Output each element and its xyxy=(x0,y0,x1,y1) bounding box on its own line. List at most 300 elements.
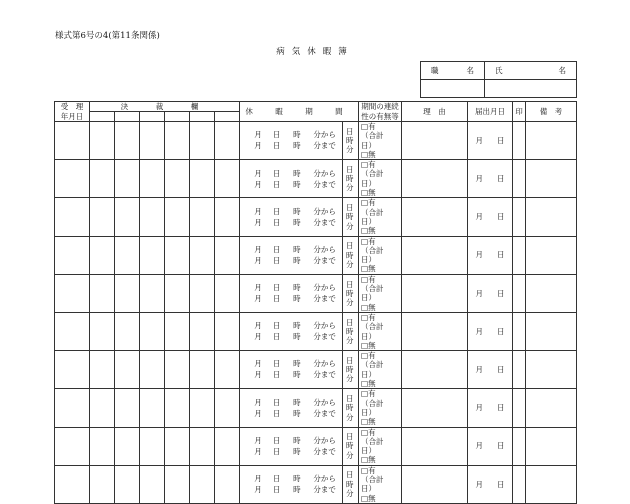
leave-duration-cell[interactable] xyxy=(343,465,359,503)
leave-period-cell[interactable] xyxy=(240,122,343,160)
period-unit-text: 日 xyxy=(272,359,281,369)
approval-seal-cell[interactable] xyxy=(115,198,140,236)
receipt-date-cell[interactable] xyxy=(55,351,90,389)
approval-seal-cell[interactable] xyxy=(190,236,215,274)
approval-seal-cell[interactable] xyxy=(90,312,115,350)
hour-unit: 時 xyxy=(346,365,354,375)
period-unit-text: 時 xyxy=(293,283,301,293)
approval-seal-cell[interactable] xyxy=(165,198,190,236)
receipt-date-cell[interactable] xyxy=(55,160,90,198)
period-unit-text: 日 xyxy=(272,332,281,342)
remarks-cell[interactable] xyxy=(526,389,577,427)
approval-seal-cell[interactable] xyxy=(90,274,115,312)
period-unit-text: 日 xyxy=(272,474,281,484)
approval-seal-cell[interactable] xyxy=(90,198,115,236)
approval-seal-cell[interactable] xyxy=(190,465,215,503)
day-unit: 日 xyxy=(497,364,505,374)
continuity-total-days: （合計 日） xyxy=(361,360,391,379)
period-unit-text: 日 xyxy=(272,244,281,254)
approval-slot xyxy=(165,112,190,122)
reason-cell[interactable] xyxy=(402,465,468,503)
leave-record-row xyxy=(55,312,577,350)
approval-slot xyxy=(215,112,240,122)
day-unit: 日 xyxy=(346,470,354,480)
continuity-yes-checkbox[interactable]: □有 xyxy=(361,389,376,399)
period-unit-text: 分から xyxy=(313,283,336,293)
approval-seal-cell[interactable] xyxy=(190,351,215,389)
period-unit-text: 時 xyxy=(293,244,301,254)
minute-unit: 分 xyxy=(346,412,354,422)
month-unit: 月 xyxy=(475,212,483,222)
remarks-cell[interactable] xyxy=(526,427,577,465)
period-unit-text: 月 xyxy=(254,485,262,495)
reason-cell[interactable] xyxy=(402,274,468,312)
approval-seal-cell[interactable] xyxy=(140,389,165,427)
reason-cell[interactable] xyxy=(402,122,468,160)
period-unit-text: 時 xyxy=(293,359,301,369)
receipt-date-cell[interactable] xyxy=(55,312,90,350)
submit-date-header: 届出月日 xyxy=(468,102,513,122)
leave-period-cell[interactable] xyxy=(240,236,343,274)
period-unit-text: 月 xyxy=(254,370,262,380)
day-unit: 日 xyxy=(497,479,505,489)
seal-cell[interactable] xyxy=(513,160,526,198)
approval-seal-cell[interactable] xyxy=(165,122,190,160)
approval-seal-cell[interactable] xyxy=(165,160,190,198)
approval-seal-cell[interactable] xyxy=(190,160,215,198)
continuity-no-checkbox[interactable]: □無 xyxy=(361,455,376,465)
reason-cell[interactable] xyxy=(402,427,468,465)
approval-seal-cell[interactable] xyxy=(190,427,215,465)
approval-seal-cell[interactable] xyxy=(90,427,115,465)
leave-record-row xyxy=(55,351,577,389)
continuity-no-checkbox[interactable]: □無 xyxy=(361,417,376,427)
approval-header: 決 裁 欄 xyxy=(90,102,240,112)
period-unit-text: 日 xyxy=(272,217,281,227)
approval-seal-cell[interactable] xyxy=(115,389,140,427)
continuity-total-days: （合計 日） xyxy=(361,436,391,456)
remarks-cell[interactable] xyxy=(526,236,577,274)
approval-seal-cell[interactable] xyxy=(90,389,115,427)
leave-period-cell[interactable] xyxy=(240,427,343,465)
continuity-total-days: （合計 日） xyxy=(361,284,391,303)
period-unit-text: 時 xyxy=(293,141,301,151)
submit-date-cell[interactable] xyxy=(468,427,513,465)
continuity-cell[interactable] xyxy=(359,198,402,236)
day-unit: 日 xyxy=(346,164,354,174)
leave-period-cell[interactable] xyxy=(240,351,343,389)
period-unit-text: 月 xyxy=(254,255,262,265)
approval-seal-cell[interactable] xyxy=(215,351,240,389)
approval-seal-cell[interactable] xyxy=(115,160,140,198)
submit-date-cell[interactable] xyxy=(468,465,513,503)
day-unit: 日 xyxy=(497,135,505,145)
continuity-yes-checkbox[interactable]: □有 xyxy=(361,465,376,475)
seal-cell[interactable] xyxy=(513,236,526,274)
seal-cell[interactable] xyxy=(513,312,526,350)
reason-header: 理 由 xyxy=(402,102,468,122)
continuity-cell[interactable] xyxy=(359,274,402,312)
period-unit-text: 時 xyxy=(293,255,301,265)
leave-period-cell[interactable] xyxy=(240,274,343,312)
leave-period-cell[interactable] xyxy=(240,198,343,236)
minute-unit: 分 xyxy=(346,488,354,498)
approval-seal-cell[interactable] xyxy=(165,427,190,465)
period-unit-text: 分まで xyxy=(313,217,336,227)
submit-date-cell[interactable] xyxy=(468,198,513,236)
period-unit-text: 月 xyxy=(254,179,262,189)
receipt-date-cell[interactable] xyxy=(55,427,90,465)
leave-period-cell[interactable] xyxy=(240,160,343,198)
continuity-yes-checkbox[interactable]: □有 xyxy=(361,274,376,284)
continuity-cell[interactable] xyxy=(359,389,402,427)
approval-seal-cell[interactable] xyxy=(165,351,190,389)
continuity-no-checkbox[interactable]: □無 xyxy=(361,149,376,159)
approval-seal-cell[interactable] xyxy=(190,198,215,236)
reason-cell[interactable] xyxy=(402,351,468,389)
reason-cell[interactable] xyxy=(402,160,468,198)
seal-cell[interactable] xyxy=(513,389,526,427)
continuity-cell[interactable] xyxy=(359,351,402,389)
approval-seal-cell[interactable] xyxy=(140,236,165,274)
period-unit-text: 時 xyxy=(293,217,301,227)
leave-register-table xyxy=(54,101,577,504)
approval-seal-cell[interactable] xyxy=(165,389,190,427)
hour-unit: 時 xyxy=(346,288,354,298)
remarks-cell[interactable] xyxy=(526,160,577,198)
period-unit-text: 分から xyxy=(313,168,336,178)
period-unit-text: 日 xyxy=(272,179,281,189)
day-unit: 日 xyxy=(346,241,354,251)
hour-unit: 時 xyxy=(346,479,354,489)
period-unit-text: 日 xyxy=(272,130,281,140)
leave-duration-cell[interactable] xyxy=(343,427,359,465)
approval-seal-cell[interactable] xyxy=(190,389,215,427)
period-unit-text: 時 xyxy=(293,370,301,380)
approval-seal-cell[interactable] xyxy=(115,312,140,350)
period-unit-text: 月 xyxy=(254,168,262,178)
continuity-yes-checkbox[interactable]: □有 xyxy=(361,351,376,361)
period-unit-text: 月 xyxy=(254,283,262,293)
remarks-cell[interactable] xyxy=(526,351,577,389)
leave-period-header: 休 暇 期 間 xyxy=(240,102,359,122)
continuity-total-days: （合計 日） xyxy=(361,322,391,341)
period-unit-text: 日 xyxy=(272,408,281,418)
day-unit: 日 xyxy=(497,250,505,260)
day-unit: 日 xyxy=(346,355,354,365)
approval-seal-cell[interactable] xyxy=(165,312,190,350)
period-unit-text: 月 xyxy=(254,474,262,484)
approval-seal-cell[interactable] xyxy=(115,274,140,312)
period-unit-text: 分まで xyxy=(313,408,336,418)
seal-cell[interactable] xyxy=(513,198,526,236)
name-field[interactable] xyxy=(485,80,577,98)
approval-seal-cell[interactable] xyxy=(215,312,240,350)
month-unit: 月 xyxy=(475,135,483,145)
period-unit-text: 時 xyxy=(293,168,301,178)
period-unit-text: 月 xyxy=(254,130,262,140)
period-unit-text: 時 xyxy=(293,130,301,140)
continuity-yes-checkbox[interactable]: □有 xyxy=(361,427,376,437)
continuity-no-checkbox[interactable]: □無 xyxy=(361,302,376,312)
continuity-yes-checkbox[interactable]: □有 xyxy=(361,312,376,322)
leave-duration-cell[interactable] xyxy=(343,351,359,389)
leave-record-row xyxy=(55,427,577,465)
approval-seal-cell[interactable] xyxy=(90,236,115,274)
leave-record-row xyxy=(55,465,577,503)
minute-unit: 分 xyxy=(346,374,354,384)
continuity-total-days: （合計 日） xyxy=(361,131,391,150)
submit-date-cell[interactable] xyxy=(468,160,513,198)
period-unit-text: 時 xyxy=(293,485,301,495)
leave-record-row xyxy=(55,236,577,274)
approval-slot xyxy=(140,112,165,122)
day-unit: 日 xyxy=(346,432,354,442)
remarks-cell[interactable] xyxy=(526,198,577,236)
minute-unit: 分 xyxy=(346,336,354,346)
approval-seal-cell[interactable] xyxy=(90,122,115,160)
page-title: 病気休暇簿 xyxy=(276,47,354,57)
receipt-date-cell[interactable] xyxy=(55,274,90,312)
continuity-no-checkbox[interactable]: □無 xyxy=(361,226,376,236)
approval-seal-cell[interactable] xyxy=(140,274,165,312)
continuity-no-checkbox[interactable]: □無 xyxy=(361,188,376,198)
continuity-no-checkbox[interactable]: □無 xyxy=(361,493,376,503)
period-unit-text: 分から xyxy=(313,321,336,331)
minute-unit: 分 xyxy=(346,145,354,155)
period-unit-text: 分まで xyxy=(313,141,336,151)
approval-seal-cell[interactable] xyxy=(115,351,140,389)
seal-cell[interactable] xyxy=(513,274,526,312)
job-name-box xyxy=(420,61,577,98)
submit-date-cell[interactable] xyxy=(468,236,513,274)
period-unit-text: 分から xyxy=(313,397,336,407)
approval-seal-cell[interactable] xyxy=(90,351,115,389)
receipt-date-header: 受 理 年月日 xyxy=(55,102,90,122)
continuity-cell[interactable] xyxy=(359,465,402,503)
continuity-cell[interactable] xyxy=(359,312,402,350)
continuity-total-days: （合計 日） xyxy=(361,169,391,188)
period-unit-text: 分まで xyxy=(313,370,336,380)
month-unit: 月 xyxy=(475,364,483,374)
approval-seal-cell[interactable] xyxy=(115,427,140,465)
continuity-cell[interactable] xyxy=(359,122,402,160)
leave-duration-cell[interactable] xyxy=(343,122,359,160)
period-unit-text: 分から xyxy=(313,435,336,445)
reason-cell[interactable] xyxy=(402,312,468,350)
hour-unit: 時 xyxy=(346,250,354,260)
submit-date-cell[interactable] xyxy=(468,351,513,389)
submit-date-cell[interactable] xyxy=(468,389,513,427)
seal-cell[interactable] xyxy=(513,122,526,160)
receipt-date-cell[interactable] xyxy=(55,236,90,274)
approval-seal-cell[interactable] xyxy=(215,160,240,198)
seal-cell[interactable] xyxy=(513,351,526,389)
approval-seal-cell[interactable] xyxy=(140,160,165,198)
month-unit: 月 xyxy=(475,288,483,298)
month-unit: 月 xyxy=(475,441,483,451)
approval-seal-cell[interactable] xyxy=(140,122,165,160)
reason-cell[interactable] xyxy=(402,389,468,427)
period-unit-text: 日 xyxy=(272,294,281,304)
approval-seal-cell[interactable] xyxy=(140,198,165,236)
continuity-yes-checkbox[interactable]: □有 xyxy=(361,198,376,208)
approval-seal-cell[interactable] xyxy=(90,465,115,503)
submit-date-cell[interactable] xyxy=(468,274,513,312)
approval-seal-cell[interactable] xyxy=(140,427,165,465)
leave-duration-cell[interactable] xyxy=(343,160,359,198)
approval-seal-cell[interactable] xyxy=(190,274,215,312)
day-unit: 日 xyxy=(497,441,505,451)
leave-record-row xyxy=(55,160,577,198)
approval-slot xyxy=(90,112,115,122)
period-unit-text: 月 xyxy=(254,294,262,304)
day-unit: 日 xyxy=(346,279,354,289)
remarks-header: 備 考 xyxy=(526,102,577,122)
leave-period-cell[interactable] xyxy=(240,465,343,503)
continuity-yes-checkbox[interactable]: □有 xyxy=(361,122,376,131)
period-unit-text: 日 xyxy=(272,141,281,151)
period-unit-text: 日 xyxy=(272,168,281,178)
receipt-date-cell[interactable] xyxy=(55,389,90,427)
approval-seal-cell[interactable] xyxy=(115,236,140,274)
leave-duration-cell[interactable] xyxy=(343,274,359,312)
period-unit-text: 時 xyxy=(293,332,301,342)
period-unit-text: 分から xyxy=(313,244,336,254)
approval-seal-cell[interactable] xyxy=(115,465,140,503)
remarks-cell[interactable] xyxy=(526,122,577,160)
continuity-yes-checkbox[interactable]: □有 xyxy=(361,160,376,170)
period-unit-text: 時 xyxy=(293,294,301,304)
continuity-header: 期間の連続 性の有無等 xyxy=(359,102,402,122)
submit-date-cell[interactable] xyxy=(468,122,513,160)
continuity-cell[interactable] xyxy=(359,427,402,465)
period-unit-text: 月 xyxy=(254,206,262,216)
period-unit-text: 月 xyxy=(254,321,262,331)
month-unit: 月 xyxy=(475,479,483,489)
day-unit: 日 xyxy=(346,317,354,327)
approval-seal-cell[interactable] xyxy=(215,122,240,160)
approval-seal-cell[interactable] xyxy=(215,465,240,503)
period-unit-text: 時 xyxy=(293,446,301,456)
period-unit-text: 時 xyxy=(293,435,301,445)
hour-unit: 時 xyxy=(346,441,354,451)
leave-duration-cell[interactable] xyxy=(343,236,359,274)
approval-seal-cell[interactable] xyxy=(115,122,140,160)
position-label: 職 名 xyxy=(421,62,485,80)
month-unit: 月 xyxy=(475,326,483,336)
hour-unit: 時 xyxy=(346,135,354,145)
month-unit: 月 xyxy=(475,403,483,413)
continuity-no-checkbox[interactable]: □無 xyxy=(361,340,376,350)
receipt-date-cell[interactable] xyxy=(55,198,90,236)
remarks-cell[interactable] xyxy=(526,465,577,503)
minute-unit: 分 xyxy=(346,297,354,307)
position-field[interactable] xyxy=(421,80,485,98)
period-unit-text: 月 xyxy=(254,141,262,151)
approval-seal-cell[interactable] xyxy=(190,312,215,350)
month-unit: 月 xyxy=(475,250,483,260)
continuity-cell[interactable] xyxy=(359,160,402,198)
period-unit-text: 分まで xyxy=(313,332,336,342)
approval-seal-cell[interactable] xyxy=(215,198,240,236)
period-unit-text: 日 xyxy=(272,397,281,407)
leave-duration-cell[interactable] xyxy=(343,389,359,427)
continuity-no-checkbox[interactable]: □無 xyxy=(361,264,376,274)
leave-period-cell[interactable] xyxy=(240,312,343,350)
approval-seal-cell[interactable] xyxy=(90,160,115,198)
hour-unit: 時 xyxy=(346,326,354,336)
hour-unit: 時 xyxy=(346,212,354,222)
leave-record-row xyxy=(55,198,577,236)
approval-seal-cell[interactable] xyxy=(215,427,240,465)
period-unit-text: 分から xyxy=(313,206,336,216)
period-unit-text: 分から xyxy=(313,359,336,369)
day-unit: 日 xyxy=(346,203,354,213)
period-unit-text: 分まで xyxy=(313,255,336,265)
approval-seal-cell[interactable] xyxy=(215,389,240,427)
leave-duration-cell[interactable] xyxy=(343,198,359,236)
continuity-total-days: （合計 日） xyxy=(361,207,391,226)
period-unit-text: 月 xyxy=(254,359,262,369)
approval-seal-cell[interactable] xyxy=(165,465,190,503)
approval-seal-cell[interactable] xyxy=(215,274,240,312)
receipt-date-cell[interactable] xyxy=(55,122,90,160)
receipt-date-cell[interactable] xyxy=(55,465,90,503)
day-unit: 日 xyxy=(346,394,354,404)
day-unit: 日 xyxy=(346,126,354,136)
continuity-total-days: （合計 日） xyxy=(361,245,391,265)
minute-unit: 分 xyxy=(346,259,354,269)
continuity-no-checkbox[interactable]: □無 xyxy=(361,379,376,389)
period-unit-text: 日 xyxy=(272,321,281,331)
leave-period-cell[interactable] xyxy=(240,389,343,427)
name-label: 氏 名 xyxy=(485,62,577,80)
leave-record-row xyxy=(55,274,577,312)
approval-seal-cell[interactable] xyxy=(140,312,165,350)
period-unit-text: 分まで xyxy=(313,179,336,189)
day-unit: 日 xyxy=(497,212,505,222)
month-unit: 月 xyxy=(475,174,483,184)
continuity-total-days: （合計 日） xyxy=(361,474,391,494)
reason-cell[interactable] xyxy=(402,198,468,236)
approval-seal-cell[interactable] xyxy=(215,236,240,274)
submit-date-cell[interactable] xyxy=(468,312,513,350)
approval-seal-cell[interactable] xyxy=(190,122,215,160)
continuity-cell[interactable] xyxy=(359,236,402,274)
seal-cell[interactable] xyxy=(513,427,526,465)
reason-cell[interactable] xyxy=(402,236,468,274)
period-unit-text: 時 xyxy=(293,408,301,418)
continuity-yes-checkbox[interactable]: □有 xyxy=(361,236,376,246)
period-unit-text: 時 xyxy=(293,397,301,407)
period-unit-text: 日 xyxy=(272,446,281,456)
form-number: 様式第6号の4(第11条関係) xyxy=(55,31,160,41)
remarks-cell[interactable] xyxy=(526,274,577,312)
approval-seal-cell[interactable] xyxy=(140,351,165,389)
leave-duration-cell[interactable] xyxy=(343,312,359,350)
approval-seal-cell[interactable] xyxy=(165,274,190,312)
minute-unit: 分 xyxy=(346,221,354,231)
seal-cell[interactable] xyxy=(513,465,526,503)
remarks-cell[interactable] xyxy=(526,312,577,350)
period-unit-text: 分から xyxy=(313,130,336,140)
approval-seal-cell[interactable] xyxy=(165,236,190,274)
continuity-total-days: （合計 日） xyxy=(361,398,391,417)
period-unit-text: 日 xyxy=(272,255,281,265)
period-unit-text: 時 xyxy=(293,321,301,331)
approval-seal-cell[interactable] xyxy=(140,465,165,503)
